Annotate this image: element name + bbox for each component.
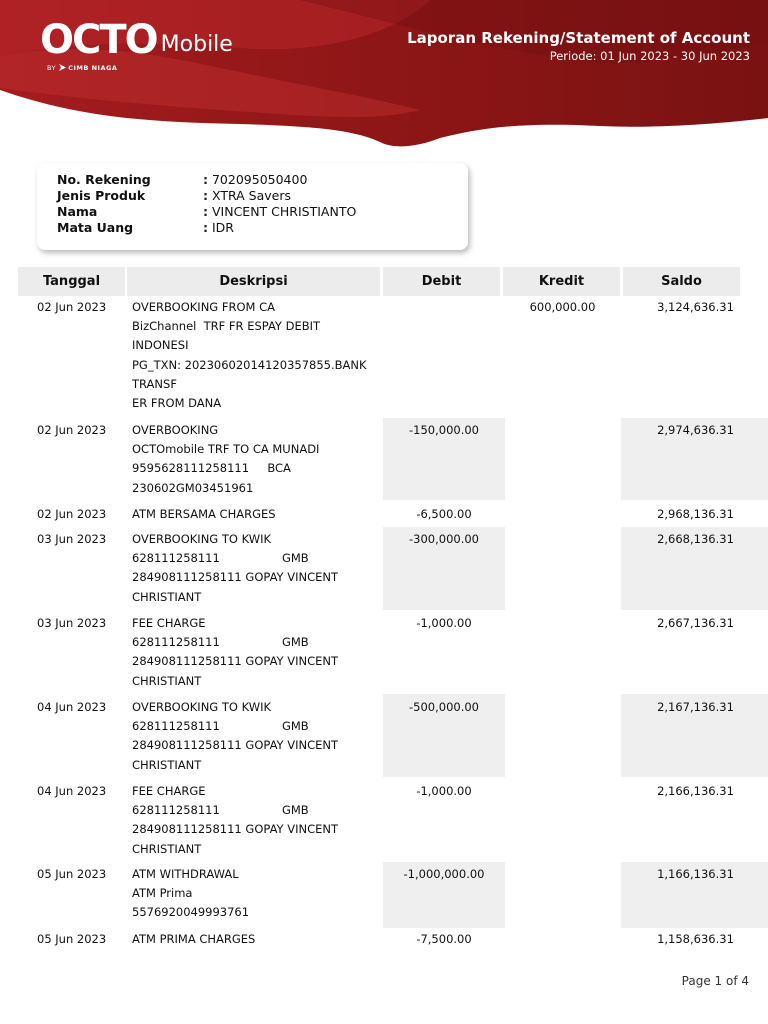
row-balance: 1,166,136.31 — [657, 867, 734, 881]
statement-period: Periode: 01 Jun 2023 - 30 Jun 2023 — [549, 49, 750, 63]
table-row — [18, 505, 768, 527]
row-balance: 1,158,636.31 — [657, 932, 734, 946]
table-row — [18, 930, 768, 952]
account-name-value: VINCENT CHRISTIANTO — [211, 204, 357, 219]
column-header-debit: Debit — [383, 267, 500, 296]
column-header-date: Tanggal — [18, 267, 125, 296]
cimb-arrow-icon — [59, 64, 66, 71]
logo-bank-text: CIMB NIAGA — [68, 64, 118, 72]
logo-mobile-text: Mobile — [160, 32, 233, 57]
separator: : — [203, 220, 208, 235]
row-balance: 3,124,636.31 — [657, 300, 734, 314]
product-type-value: XTRA Savers — [211, 188, 292, 203]
account-row-number — [57, 172, 307, 188]
account-row-name — [57, 204, 356, 220]
account-row-product — [57, 188, 291, 204]
row-debit: -7,500.00 — [416, 932, 472, 946]
row-balance: 2,668,136.31 — [657, 532, 734, 546]
row-balance: 2,166,136.31 — [657, 784, 734, 798]
account-info-card — [37, 163, 468, 250]
row-debit: -1,000.00 — [416, 616, 472, 630]
row-date: 03 Jun 2023 — [37, 532, 107, 546]
document-title: Laporan Rekening/Statement of Account — [407, 29, 750, 47]
row-debit: -1,000.00 — [416, 784, 472, 798]
row-description: ATM BERSAMA CHARGES — [132, 507, 276, 521]
row-description: ATM WITHDRAWAL ATM Prima 5576920049993761 — [132, 867, 250, 920]
separator: : — [203, 188, 208, 203]
row-balance: 2,974,636.31 — [657, 423, 734, 437]
currency-label: Mata Uang — [57, 220, 134, 235]
account-name-label: Nama — [57, 204, 98, 219]
table-row — [18, 298, 768, 418]
row-debit: -500,000.00 — [409, 700, 479, 714]
logo-cimb-niaga — [47, 64, 117, 72]
row-date: 02 Jun 2023 — [37, 300, 107, 314]
row-credit: 600,000.00 — [529, 300, 596, 314]
column-header-balance: Saldo — [623, 267, 740, 296]
row-debit: -1,000,000.00 — [403, 867, 485, 881]
table-row — [18, 862, 768, 928]
row-balance: 2,968,136.31 — [657, 507, 734, 521]
row-description: FEE CHARGE 628111258111 GMB 284908111258111 GOPAY VINCENT CHRISTIANT — [132, 616, 339, 688]
logo-by-text: BY — [47, 64, 57, 72]
row-description: OVERBOOKING FROM CA BizChannel TRF FR ESPAY DEBIT INDONESI PG_TXN: 20230602014120357855.BANK TRANSF ER FROM DANA — [132, 300, 367, 411]
column-header-description: Deskripsi — [127, 267, 380, 296]
row-date: 02 Jun 2023 — [37, 423, 107, 437]
logo-octo-text: OCTO — [40, 17, 157, 63]
account-number-label: No. Rekening — [57, 172, 151, 187]
row-description: OVERBOOKING TO KWIK 628111258111 GMB 284908111258111 GOPAY VINCENT CHRISTIANT — [132, 532, 339, 604]
row-date: 02 Jun 2023 — [37, 507, 107, 521]
separator: : — [203, 172, 208, 187]
row-balance: 2,667,136.31 — [657, 616, 734, 630]
column-header-credit: Kredit — [503, 267, 620, 296]
separator: : — [203, 204, 208, 219]
row-date: 03 Jun 2023 — [37, 616, 107, 630]
row-date: 04 Jun 2023 — [37, 784, 107, 798]
currency-value: IDR — [211, 220, 234, 235]
product-type-label: Jenis Produk — [57, 188, 146, 203]
row-balance: 2,167,136.31 — [657, 700, 734, 714]
row-description: ATM PRIMA CHARGES — [132, 932, 256, 946]
page-number: Page 1 of 4 — [681, 974, 749, 988]
account-row-currency — [57, 220, 234, 236]
row-debit: -150,000.00 — [409, 423, 479, 437]
table-row — [18, 694, 768, 777]
row-description: FEE CHARGE 628111258111 GMB 284908111258111 GOPAY VINCENT CHRISTIANT — [132, 784, 339, 856]
row-date: 05 Jun 2023 — [37, 867, 107, 881]
table-row — [18, 418, 768, 500]
row-date: 04 Jun 2023 — [37, 700, 107, 714]
account-number-value: 702095050400 — [211, 172, 308, 187]
row-date: 05 Jun 2023 — [37, 932, 107, 946]
row-debit: -6,500.00 — [416, 507, 472, 521]
table-row — [18, 527, 768, 610]
row-description: OVERBOOKING OCTOmobile TRF TO CA MUNADI 9595628111258111 BCA 230602GM03451961 — [132, 423, 320, 495]
row-description: OVERBOOKING TO KWIK 628111258111 GMB 284908111258111 GOPAY VINCENT CHRISTIANT — [132, 700, 339, 772]
table-row — [18, 614, 768, 694]
octo-mobile-logo — [40, 18, 233, 62]
row-debit: -300,000.00 — [409, 532, 479, 546]
table-row — [18, 782, 768, 862]
